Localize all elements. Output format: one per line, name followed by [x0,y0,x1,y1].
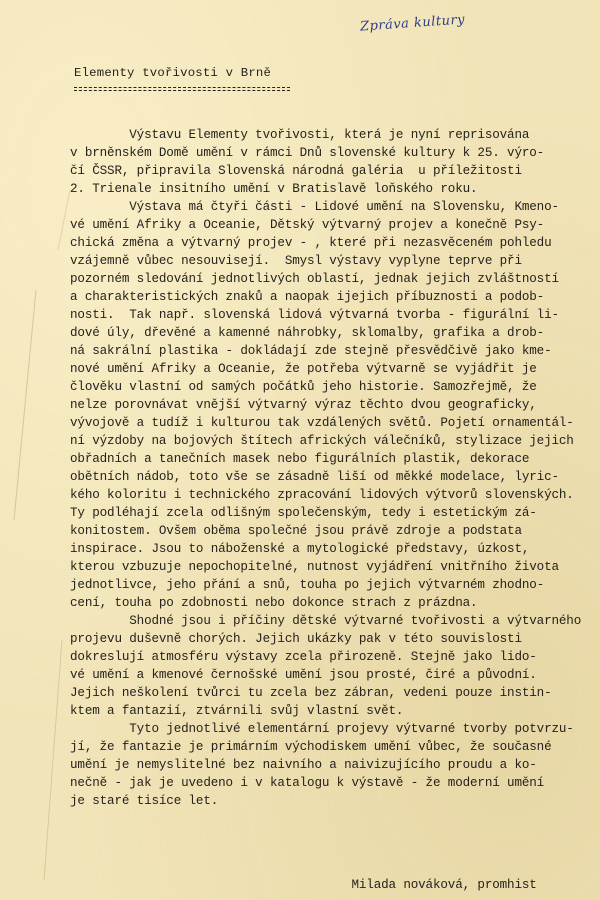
text-line: obětních nádob, toto vše se zásadně liší od měkké modelace, lyric- [70,470,559,484]
text-line: vzájemně vůbec nesouvisejí. Smysl výstavy vyplyne teprve při [70,254,522,268]
text-line: dokreslují atmosféru výstavy zcela přirozeně. Stejně jako lido- [70,650,537,664]
text-line: obřadních a tanečních masek nebo figurálních plastik, dekorace [70,452,530,466]
text-line: vé umění a kmenové černošské umění jsou prosté, čiré a původní. [70,668,537,682]
text-line: kterou vzbuzuje nepochopitelné, nutnost vyjádření vnitřního života [70,560,559,574]
text-line: konitostem. Ovšem oběma společné jsou právě zdroje a podstata [70,524,522,538]
text-line: Shodné jsou i příčiny dětské výtvarné tvořivosti a výtvarného [70,614,582,628]
text-line: projevu duševně chorých. Jejich ukázky pak v této souvislosti [70,632,522,646]
text-line: v brněnském Domě umění v rámci Dnů slovenské kultury k 25. výro- [70,146,545,160]
text-line: a charakteristických znaků a naopak ijejich příbuznosti a podob- [70,290,545,304]
text-line: ktem a fantazií, ztvárnili svůj vlastní svět. [70,704,404,718]
text-line: Jejich neškolení tvůrci tu zcela bez zábran, vedeni pouze instin- [70,686,552,700]
text-line: cení, touha po zdobnosti nebo dokonce strach z prázdna. [70,596,478,610]
text-line: nečně - jak je uvedeno i v katalogu k výstavě - že moderní umění [70,776,545,790]
text-line: inspirace. Jsou to náboženské a mytologické představy, úzkost, [70,542,530,556]
text-line: umění je nemyslitelné bez naivního a naivizujícího proudu a ko- [70,758,537,772]
text-line: Výstavu Elementy tvořivosti, která je nyní reprisována [70,128,530,142]
text-line: jí, že fantazie je primárním východiskem umění vůbec, že současné [70,740,552,754]
text-line: čí ČSSR, připravila Slovenská národná galéria u příležitosti [70,164,522,178]
text-line: 2. Trienale insitního umění v Bratislavě loňského roku. [70,182,478,196]
text-line: vé umění Afriky a Oceanie, Dětský výtvarný projev a konečně Psy- [70,218,545,232]
text-line: člověku vlastní od samých počátků jeho historie. Samozřejmě, že [70,380,537,394]
text-line: vývojově a tudíž i kulturou tak vzdálených světů. Pojetí ornamentál- [70,416,574,430]
text-line: ná sakrální plastika - dokládají zde stejně přesvědčivě jako kme- [70,344,552,358]
text-line: dové úly, dřevěné a kamenné náhrobky, sklomalby, grafika a drob- [70,326,545,340]
text-line: nosti. Tak např. slovenská lidová výtvarná tvorba - figurální li- [70,308,559,322]
text-line: kého koloritu i technického zpracování lidových výtvorů slovenských. [70,488,574,502]
author-signature: Milada nováková, promhist [70,878,537,892]
text-line: jednotlivce, jeho přání a snů, touha po jejich výtvarném zhodno- [70,578,545,592]
text-line: pozorném sledování jednotlivých oblastí, jednak jejich zvláštností [70,272,559,286]
text-line: nové umění Afriky a Oceanie, že potřeba výtvarně se vyjádřit je [70,362,537,376]
handwritten-note: Zpráva kultury [359,12,466,35]
text-line: chická změna a výtvarný projev - , které při nezasvěceném pohledu [70,236,552,250]
text-line: nelze porovnávat vnější výtvarný výraz těchto dvou geograficky, [70,398,537,412]
text-line: je staré tisíce let. [70,794,219,808]
text-line: Ty podléhají zcela odlišným společenským, tedy i estetickým zá- [70,506,537,520]
text-line: Výstava má čtyři části - Lidové umění na Slovensku, Kmeno- [70,200,559,214]
title-underline [74,87,290,91]
document-title: Elementy tvořivosti v Brně [74,66,272,80]
text-line: ní výzdoby na bojových štítech afrických válečníků, stylizace jejich [70,434,574,448]
text-line: Tyto jednotlivé elementární projevy výtvarné tvorby potvrzu- [70,722,574,736]
